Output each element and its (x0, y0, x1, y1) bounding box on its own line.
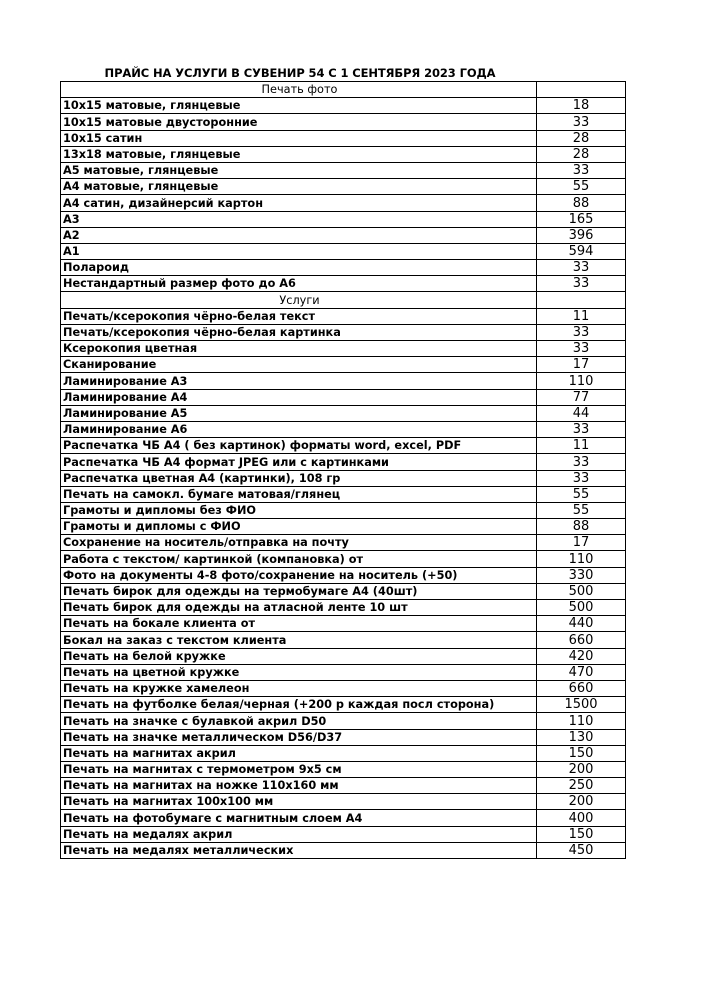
price-row (61, 114, 626, 130)
service-price: 33 (537, 341, 626, 357)
service-price: 250 (537, 778, 626, 794)
service-name: Печать бирок для одежды на термобумаге А4 (40шт) (61, 583, 537, 599)
service-price: 17 (537, 535, 626, 551)
price-row (61, 729, 626, 745)
service-price: 165 (537, 211, 626, 227)
service-name: Печать/ксерокопия чёрно-белая картинка (61, 324, 537, 340)
price-row (61, 680, 626, 696)
service-name: Фото на документы 4-8 фото/сохранение на носитель (+50) (61, 567, 537, 583)
price-row (61, 502, 626, 518)
service-name: Распечатка ЧБ А4 формат JPEG или с картинками (61, 454, 537, 470)
service-name: Печать на медалях акрил (61, 826, 537, 842)
service-name: Распечатка ЧБ А4 ( без картинок) форматы word, excel, PDF (61, 438, 537, 454)
price-row (61, 583, 626, 599)
service-price: 396 (537, 227, 626, 243)
service-price: 88 (537, 519, 626, 535)
service-name: Печать на магнитах на ножке 110x160 мм (61, 778, 537, 794)
service-price: 440 (537, 616, 626, 632)
price-row (61, 697, 626, 713)
service-price: 500 (537, 583, 626, 599)
service-name: Ламинирование А5 (61, 405, 537, 421)
service-price: 200 (537, 761, 626, 777)
service-price: 420 (537, 648, 626, 664)
section-header-row (61, 82, 626, 98)
service-price: 11 (537, 308, 626, 324)
price-row (61, 341, 626, 357)
price-row (61, 179, 626, 195)
price-row (61, 664, 626, 680)
service-price: 33 (537, 454, 626, 470)
service-price: 400 (537, 810, 626, 826)
service-price: 110 (537, 713, 626, 729)
service-price: 660 (537, 632, 626, 648)
service-name: Бокал на заказ с текстом клиента (61, 632, 537, 648)
service-name: Ламинирование А6 (61, 421, 537, 437)
price-row (61, 438, 626, 454)
service-price: 660 (537, 680, 626, 696)
price-row (61, 276, 626, 292)
service-price: 330 (537, 567, 626, 583)
service-price: 11 (537, 438, 626, 454)
service-price: 150 (537, 826, 626, 842)
service-name: Ламинирование А4 (61, 389, 537, 405)
service-name: Печать бирок для одежды на атласной ленте 10 шт (61, 600, 537, 616)
service-price: 28 (537, 130, 626, 146)
service-price: 200 (537, 794, 626, 810)
service-name: Печать на кружке хамелеон (61, 680, 537, 696)
price-row (61, 357, 626, 373)
service-name: Печать на цветной кружке (61, 664, 537, 680)
price-row (61, 745, 626, 761)
price-row (61, 810, 626, 826)
price-row (61, 567, 626, 583)
service-price (537, 82, 626, 98)
service-name: Печать на бокале клиента от (61, 616, 537, 632)
service-name: Печать на магнитах акрил (61, 745, 537, 761)
price-row (61, 551, 626, 567)
price-row (61, 373, 626, 389)
service-name: Сканирование (61, 357, 537, 373)
service-name: Печать на медалях металлических (61, 842, 537, 858)
price-row (61, 195, 626, 211)
price-row (61, 98, 626, 114)
service-name: Нестандартный размер фото до А6 (61, 276, 537, 292)
section-header-row (61, 292, 626, 308)
price-row (61, 713, 626, 729)
price-table (60, 81, 626, 859)
service-price: 33 (537, 421, 626, 437)
price-row (61, 227, 626, 243)
service-name: Полароид (61, 260, 537, 276)
service-price (537, 292, 626, 308)
price-list-title: ПРАЙС НА УСЛУГИ В СУВЕНИР 54 С 1 СЕНТЯБРЯ 2023 ГОДА (104, 66, 496, 80)
service-name: Ламинирование А3 (61, 373, 537, 389)
price-row (61, 648, 626, 664)
price-row (61, 260, 626, 276)
service-name: Печать на футболке белая/черная (+200 р каждая посл сторона) (61, 697, 537, 713)
price-row (61, 454, 626, 470)
service-name: Печать на магнитах с термометром 9x5 см (61, 761, 537, 777)
service-name: Печать/ксерокопия чёрно-белая текст (61, 308, 537, 324)
service-name: А2 (61, 227, 537, 243)
service-price: 55 (537, 502, 626, 518)
service-name: 10x15 матовые, глянцевые (61, 98, 537, 114)
service-name: Печать на белой кружке (61, 648, 537, 664)
service-price: 28 (537, 146, 626, 162)
service-price: 44 (537, 405, 626, 421)
service-name: Работа с текстом/ картинкой (компановка) от (61, 551, 537, 567)
service-price: 33 (537, 324, 626, 340)
price-row (61, 162, 626, 178)
price-row (61, 130, 626, 146)
service-name: Печать на фотобумаге с магнитным слоем А4 (61, 810, 537, 826)
price-row (61, 308, 626, 324)
price-row (61, 826, 626, 842)
service-price: 33 (537, 114, 626, 130)
service-name: А1 (61, 243, 537, 259)
service-name: Печать на значке металлическом D56/D37 (61, 729, 537, 745)
price-row (61, 600, 626, 616)
service-name: 10x15 матовые двусторонние (61, 114, 537, 130)
service-name: 13x18 матовые, глянцевые (61, 146, 537, 162)
price-row (61, 778, 626, 794)
service-price: 110 (537, 373, 626, 389)
price-row (61, 794, 626, 810)
service-price: 500 (537, 600, 626, 616)
price-row (61, 324, 626, 340)
service-price: 150 (537, 745, 626, 761)
service-price: 77 (537, 389, 626, 405)
service-price: 33 (537, 470, 626, 486)
price-row (61, 535, 626, 551)
service-price: 17 (537, 357, 626, 373)
service-name: Грамоты и дипломы без ФИО (61, 502, 537, 518)
service-price: 1500 (537, 697, 626, 713)
price-row (61, 842, 626, 858)
service-price: 130 (537, 729, 626, 745)
section-title: Услуги (61, 292, 537, 308)
service-name: Печать на самокл. бумаге матовая/глянец (61, 486, 537, 502)
service-price: 18 (537, 98, 626, 114)
price-row (61, 761, 626, 777)
service-price: 55 (537, 486, 626, 502)
service-name: А4 сатин, дизайнерсий картон (61, 195, 537, 211)
price-row (61, 616, 626, 632)
price-row (61, 421, 626, 437)
service-price: 33 (537, 260, 626, 276)
price-row (61, 486, 626, 502)
service-price: 33 (537, 276, 626, 292)
service-name: Ксерокопия цветная (61, 341, 537, 357)
service-name: Распечатка цветная А4 (картинки), 108 гр (61, 470, 537, 486)
price-row (61, 405, 626, 421)
service-price: 55 (537, 179, 626, 195)
service-name: Печать на значке с булавкой акрил D50 (61, 713, 537, 729)
service-price: 470 (537, 664, 626, 680)
price-row (61, 146, 626, 162)
service-name: 10x15 сатин (61, 130, 537, 146)
price-row (61, 632, 626, 648)
service-price: 594 (537, 243, 626, 259)
service-name: Грамоты и дипломы с ФИО (61, 519, 537, 535)
price-table-body (61, 82, 626, 859)
service-price: 110 (537, 551, 626, 567)
service-name: А5 матовые, глянцевые (61, 162, 537, 178)
service-name: А4 матовые, глянцевые (61, 179, 537, 195)
price-row (61, 211, 626, 227)
service-name: Печать на магнитах 100x100 мм (61, 794, 537, 810)
price-row (61, 243, 626, 259)
service-name: А3 (61, 211, 537, 227)
section-title: Печать фото (61, 82, 537, 98)
service-name: Сохранение на носитель/отправка на почту (61, 535, 537, 551)
service-price: 88 (537, 195, 626, 211)
service-price: 33 (537, 162, 626, 178)
service-price: 450 (537, 842, 626, 858)
price-row (61, 470, 626, 486)
price-row (61, 519, 626, 535)
price-row (61, 389, 626, 405)
